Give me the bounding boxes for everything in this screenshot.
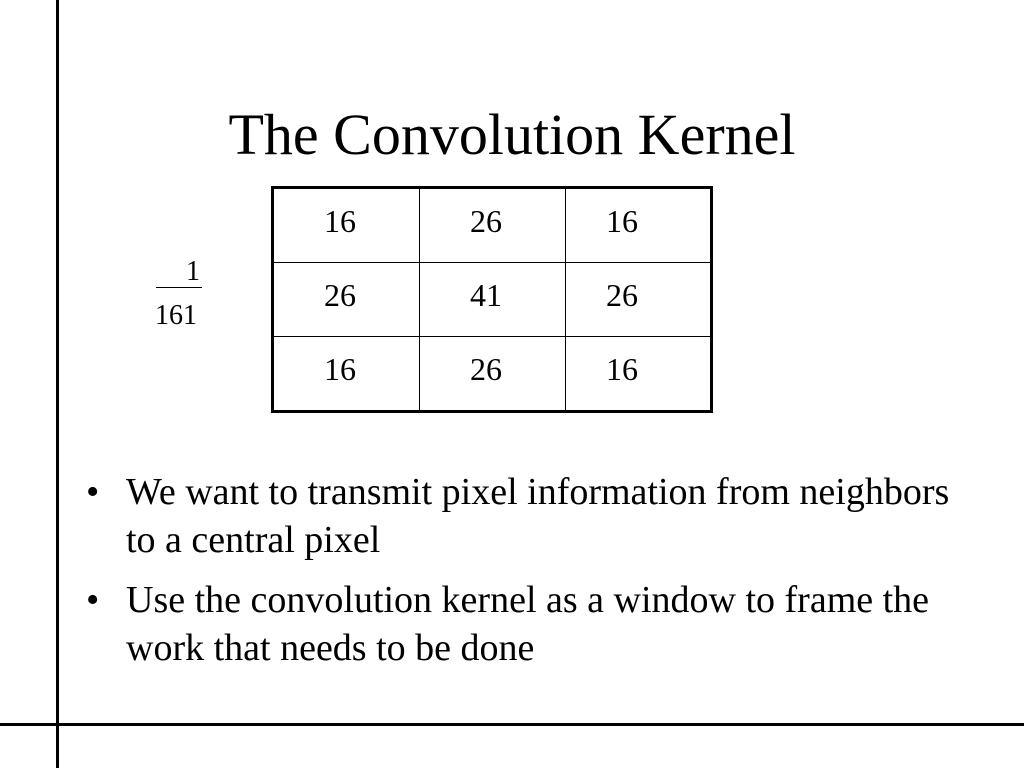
bullet-list: [86, 468, 986, 684]
horizontal-rule: [0, 723, 1024, 726]
kernel-row: [273, 337, 712, 412]
bullet-text: We want to transmit pixel information from neighbors to a central pixel: [126, 471, 950, 561]
bullet-marker: •: [86, 579, 100, 621]
kernel-cell: 16: [566, 337, 712, 412]
bullet-text: Use the convolution kernel as a window to frame the work that needs to be done: [126, 579, 930, 669]
kernel-cell: 16: [566, 188, 712, 263]
kernel-cell: 16: [273, 188, 420, 263]
fraction-numerator: 1: [156, 257, 202, 288]
kernel-row: [273, 263, 712, 337]
bullet-item: [86, 468, 986, 564]
kernel-cell: 16: [273, 337, 420, 412]
bullet-item: [86, 576, 986, 672]
slide-title: The Convolution Kernel: [228, 102, 796, 167]
kernel-cell: 26: [273, 263, 420, 337]
bullet-marker: •: [86, 471, 100, 513]
kernel-cell: 26: [420, 337, 566, 412]
fraction-denominator: 161: [155, 300, 197, 331]
kernel-cell: 41: [420, 263, 566, 337]
kernel-cell: 26: [420, 188, 566, 263]
kernel-table: [271, 186, 713, 413]
kernel-row: [273, 188, 712, 263]
kernel-cell: 26: [566, 263, 712, 337]
